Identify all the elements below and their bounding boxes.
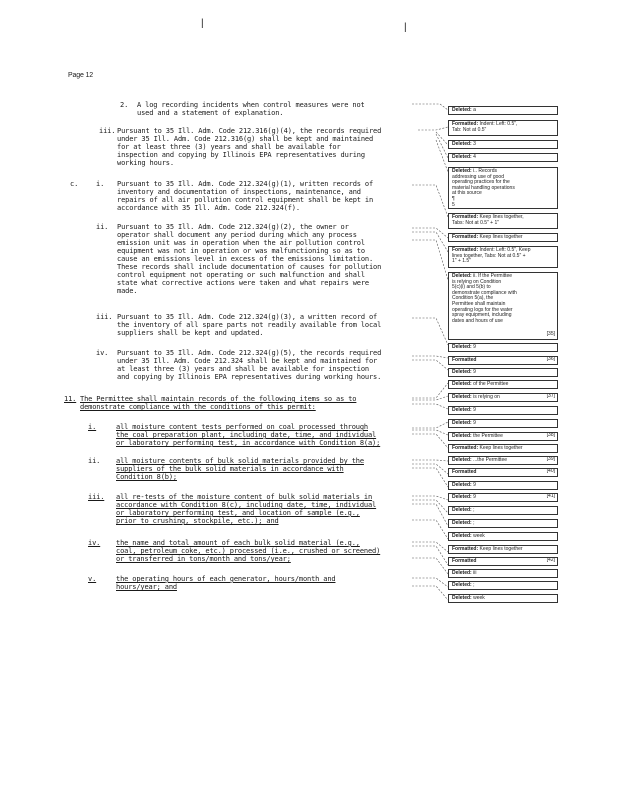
balloon-ref[interactable]: [37] [546,393,555,400]
balloon-label: Deleted: [452,595,474,601]
item-c-i-line: accordance with 35 Ill. Adm. Code 212.324(f). [117,204,300,212]
comment-balloon[interactable] [448,356,558,365]
balloon-text: Indent: Left: 0.5", Keep lines together, Tabs: Not at 0.5" + 1" + 1.5" [452,247,531,265]
balloon-ref[interactable]: [39] [546,456,555,463]
item-2-label: 2. [120,101,129,109]
balloon-label: Deleted: [452,582,474,588]
comment-balloon[interactable] [448,594,558,603]
balloon-label: Deleted: [452,520,474,526]
comment-balloon[interactable] [448,519,558,528]
balloon-label: Deleted: [452,420,474,426]
balloon-ref[interactable]: [40] [546,468,555,475]
comment-balloon[interactable] [448,106,558,115]
balloon-label: Deleted: [452,570,474,576]
balloon-text: 9 [473,420,476,426]
comment-balloon[interactable] [448,272,558,340]
comment-balloon[interactable] [448,468,558,477]
balloon-text: i.. Records addressing use of good operating practices for the material handling operations at this source ¶ 5 [452,168,515,208]
comment-balloon[interactable] [448,120,558,136]
item-c-i-line: inventory and documentation of inspections, maintenance, and [117,188,361,196]
item-iii-line: working hours. [117,159,174,167]
item-c-iii-line: suppliers shall be kept and updated. [117,329,264,337]
balloon-text: iii [473,570,477,576]
balloon-ref[interactable]: [35] [546,331,555,338]
balloon-text: ; [473,507,475,513]
item-11-v-line: hours/year; and [116,583,177,591]
comment-balloon[interactable] [448,380,558,389]
item-iii-line: Pursuant to 35 Ill. Adm. Code 212.316(g)(4), the records required [117,127,382,135]
balloon-label: Deleted: [452,381,474,387]
comment-balloon[interactable] [448,167,558,209]
balloon-text: week [473,533,485,539]
balloon-label: Deleted: [452,107,474,113]
top-center-mark: | [201,18,204,29]
item-c-ii-line: equipment was not in operation or was malfunctioning so as to [117,247,365,255]
balloon-text: is relying on [473,394,500,400]
item-iii-line: under 35 Ill. Adm. Code 212.316(g) shall be kept and maintained [117,135,374,143]
comment-balloon[interactable] [448,569,558,578]
item-c-iv-label: iv. [96,349,109,357]
balloon-label: Deleted: [452,457,474,463]
item-c-ii-line: cause an emissions level in excess of the emissions limitation. [117,255,374,263]
item-c-i-label: i. [96,180,105,188]
balloon-text: Keep lines together, Tabs: Not at 0.5" + 1" [452,214,524,226]
item-11-ii-line: all moisture contents of bulk solid materials provided by the [116,457,364,465]
balloon-ref[interactable]: [38] [546,432,555,439]
item-c-ii-label: ii. [96,223,109,231]
item-11-iii-line: prior to crushing, stockpile, etc.); and [116,517,279,525]
item-11-i-line: or laboratory performing test, in accordance with Condition 8(a); [116,439,381,447]
balloon-text: 9 [473,407,476,413]
comment-balloon[interactable] [448,456,558,465]
balloon-label: Deleted: [452,369,474,375]
comment-balloon[interactable] [448,532,558,541]
item-c-iii-line: Pursuant to 35 Ill. Adm. Code 212.324(g)(3), a written record of [117,313,378,321]
item-c-ii-line: Pursuant to 35 Ill. Adm. Code 212.324(g)(2), the owner or [117,223,349,231]
balloon-ref[interactable]: [41] [546,493,555,500]
comment-balloon[interactable] [448,493,558,502]
balloon-text: Keep lines together [479,546,523,552]
item-c-ii-line: made. [117,287,138,295]
balloon-label: Formatted [452,469,477,475]
item-11-iv-line: coal, petroleum coke, etc.) processed (i.e., crushed or screened) [116,547,381,555]
item-11-iii-line: accordance with Condition 8(c), including date, time, individual [116,501,377,509]
item-11-v-line: the operating hours of each generator, hours/month and [116,575,336,583]
item-11-ii-line: suppliers of the bulk solid materials in accordance with [116,465,344,473]
item-c-ii-line: These records shall include documentation of causes for pollution [117,263,382,271]
balloon-text: 9 [473,482,476,488]
comment-balloon[interactable] [448,481,558,490]
balloon-text: the Permittee [473,433,503,439]
balloon-text: 3 [473,141,476,147]
comment-balloon[interactable] [448,246,558,268]
item-11-line: The Permittee shall maintain records of the following items so as to [80,395,357,403]
item-11-iii-label: iii. [88,493,105,501]
balloon-label: Deleted: [452,494,474,500]
item-11-ii-line: Condition 8(b); [116,473,177,481]
balloon-label: Formatted: [452,445,480,451]
comment-balloon[interactable] [448,213,558,229]
balloon-text: Indent: Left: 0.5", Tab: Not at 0.5" [452,121,518,133]
balloon-label: Formatted: [452,546,480,552]
item-11-i-line: all moisture content tests performed on coal processed through [116,423,368,431]
balloon-text: week [473,595,485,601]
item-11-ii-label: ii. [88,457,101,465]
balloon-label: Deleted: [452,154,474,160]
item-2-line-1: A log recording incidents when control measures were not [137,101,365,109]
item-c-iii-label: iii. [96,313,113,321]
balloon-label: Deleted: [452,273,474,279]
comment-balloon[interactable] [448,343,558,352]
item-11-iv-label: iv. [88,539,101,547]
item-c-iv-line: under 35 Ill. Adm. Code 212.324 shall be kept and maintained for [117,357,378,365]
item-c-ii-line: emission unit was in operation when the air pollution control [117,239,365,247]
balloon-label: Deleted: [452,482,474,488]
balloon-label: Deleted: [452,407,474,413]
item-11-i-label: i. [88,423,97,431]
balloon-label: Formatted [452,357,477,363]
comment-balloon[interactable] [448,153,558,162]
balloon-ref[interactable]: [36] [546,356,555,363]
item-c-ii-line: state what corrective actions were taken and what repairs were [117,279,369,287]
item-11-i-line: the coal preparation plant, including date, time, and individual [116,431,377,439]
item-iii-label: iii. [99,127,116,135]
comment-balloon[interactable] [448,393,558,402]
balloon-label: Deleted: [452,394,474,400]
item-c-i-line: repairs of all air pollution control equipment shall be kept in [117,196,374,204]
balloon-label: Formatted: [452,214,480,220]
top-right-mark: | [404,22,407,33]
balloon-text: ii. If the Permittee is relying on Condition 5(c)(i) and 5(b) to demonstrate compliance with Condition 5(a), the Permittee shall maintain operating logs for the water spray equipment, including dates and hours of use [452,273,517,324]
comment-balloon[interactable] [448,545,558,554]
comment-balloon[interactable] [448,432,558,441]
balloon-label: Formatted: [452,247,480,253]
item-2-line-2: used and a statement of explanation. [137,109,284,117]
balloon-label: Deleted: [452,141,474,147]
item-11-iii-line: or laboratory performing test, and location of sample (e.g., [116,509,360,517]
item-11-iv-line: the name and total amount of each bulk solid material (e.g., [116,539,360,547]
comment-balloon[interactable] [448,557,558,566]
comment-balloon[interactable] [448,506,558,515]
item-c-iv-line: at least three (3) years and shall be available for inspection [117,365,369,373]
item-iii-line: inspection and copying by Illinois EPA representatives during [117,151,365,159]
balloon-label: Deleted: [452,533,474,539]
item-c-ii-line: control equipment not operating or such malfunction and shall [117,271,365,279]
comment-balloon[interactable] [448,406,558,415]
item-c-iv-line: and copying by Illinois EPA representatives during working hours. [117,373,382,381]
balloon-label: Formatted: [452,121,480,127]
comment-balloon[interactable] [448,368,558,377]
balloon-text: 9 [473,344,476,350]
comment-balloon[interactable] [448,581,558,590]
item-11-line: demonstrate compliance with the conditions of this permit: [80,403,316,411]
balloon-text: ; [473,582,475,588]
comment-balloon[interactable] [448,444,558,453]
item-c-i-line: Pursuant to 35 Ill. Adm. Code 212.324(g)(1), written records of [117,180,374,188]
comment-balloon[interactable] [448,419,558,428]
balloon-text: 4 [473,154,476,160]
item-11-iv-line: or transferred in tons/month and tons/year; [116,555,291,563]
balloon-label: Deleted: [452,433,474,439]
balloon-text: 9 [473,369,476,375]
balloon-text: Keep lines together [479,445,523,451]
item-11-label: 11. [64,395,77,403]
item-c-iv-line: Pursuant to 35 Ill. Adm. Code 212.324(g)(5), the records required [117,349,382,357]
item-iii-line: for at least three (3) years and shall be available for [117,143,341,151]
balloon-text: ...the Permittee [473,457,508,463]
balloon-text: a [473,107,476,113]
comment-balloon[interactable] [448,140,558,149]
balloon-text: ; [473,520,475,526]
balloon-text: of the Permittee [473,381,509,387]
balloon-ref[interactable]: [42] [546,557,555,564]
comment-balloon[interactable] [448,233,558,242]
balloon-text: Keep lines together [479,234,523,240]
balloon-label: Deleted: [452,344,474,350]
item-11-iii-line: all re-tests of the moisture content of bulk solid materials in [116,493,373,501]
item-c-ii-line: operator shall document any period during which any process [117,231,357,239]
balloon-label: Formatted: [452,234,480,240]
item-c-iii-line: the inventory of all spare parts not readily available from local [117,321,382,329]
balloon-label: Formatted [452,558,477,564]
section-c-label: c. [70,180,79,188]
balloon-label: Deleted: [452,507,474,513]
page-number: Page 12 [68,72,94,79]
item-11-v-label: v. [88,575,97,583]
balloon-label: Deleted: [452,168,474,174]
balloon-text: 9 [473,494,476,500]
